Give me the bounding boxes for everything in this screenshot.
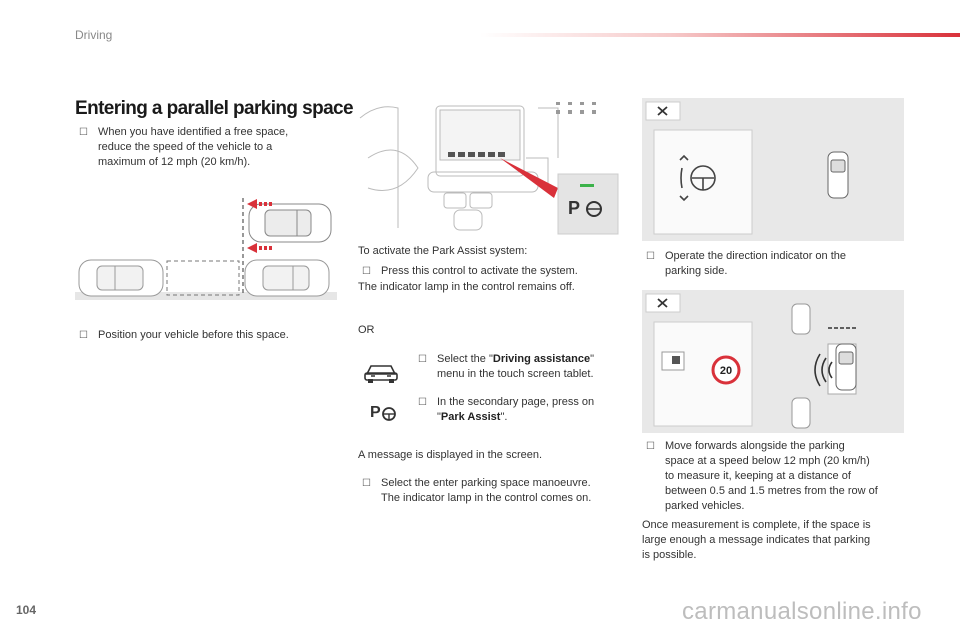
parked-car-icon <box>245 260 329 296</box>
intro-text <box>98 125 328 170</box>
indicator-line1: Operate the direction indicator on the <box>665 250 847 262</box>
intro-line: maximum of 12 mph (20 km/h). <box>98 156 251 168</box>
square-bullet-icon: ☐ <box>79 127 88 138</box>
dashboard-svg <box>358 98 620 236</box>
move-line: Move forwards alongside the parking <box>665 440 845 452</box>
select-suffix: " <box>590 353 595 365</box>
intro-line: When you have identified a free space, <box>98 126 289 138</box>
square-bullet-icon: ☐ <box>646 441 655 452</box>
message-note: A message is displayed in the screen. <box>358 449 543 461</box>
select-line2: menu in the touch screen tablet. <box>437 368 594 380</box>
move-line: space at a speed below 12 mph (20 km/h) <box>665 455 870 467</box>
select-prefix: Select the " <box>437 353 493 365</box>
enter-text <box>381 476 626 506</box>
speed-sign-text: 20 <box>719 365 733 377</box>
speed-limit-sign-icon <box>713 357 739 383</box>
square-bullet-icon: ☐ <box>362 266 371 277</box>
svg-text:P: P <box>568 198 581 218</box>
secondary-suffix: ". <box>500 411 508 423</box>
header-rule <box>480 33 960 37</box>
section-header: Driving <box>75 28 113 42</box>
page-number: 104 <box>16 603 37 617</box>
parallel-parking-diagram <box>75 190 337 300</box>
complete-line: large enough a message indicates that parking <box>642 534 871 546</box>
move-line: to measure it, keeping at a distance of <box>665 470 851 482</box>
screen-figure-measure <box>642 290 904 433</box>
car-top-icon <box>828 152 848 198</box>
indicator-line2: parking side. <box>665 265 728 277</box>
free-space-outline <box>167 261 239 295</box>
move-text <box>665 439 915 514</box>
indicator-text <box>665 249 905 279</box>
square-bullet-icon: ☐ <box>79 330 88 341</box>
activate-intro: To activate the Park Assist system: <box>358 245 528 257</box>
park-assist-label: Park Assist <box>440 411 501 423</box>
watermark: carmanualsonline.info <box>682 598 922 625</box>
indicator-note: The indicator lamp in the control remains off. <box>358 281 575 293</box>
move-line: between 0.5 and 1.5 metres from the row of <box>665 485 878 497</box>
driving-assistance-label: Driving assistance <box>492 353 591 365</box>
press-text: Press this control to activate the system. <box>381 265 578 277</box>
secondary-text <box>437 395 622 425</box>
move-line: parked vehicles. <box>665 500 745 512</box>
moving-car-icon <box>249 204 331 242</box>
square-bullet-icon: ☐ <box>362 478 371 489</box>
page-title: Entering a parallel parking space <box>75 98 353 119</box>
square-bullet-icon: ☐ <box>646 251 655 262</box>
secondary-line1: In the secondary page, press on <box>437 396 595 408</box>
intro-line: reduce the speed of the vehicle to a <box>98 141 273 153</box>
enter-line2: The indicator lamp in the control comes on. <box>381 492 592 504</box>
complete-text <box>642 518 912 563</box>
dashboard-figure <box>358 98 620 236</box>
complete-line: Once measurement is complete, if the space is <box>642 519 871 531</box>
parking-diagram-svg <box>75 190 337 300</box>
svg-text:P: P <box>370 404 381 421</box>
or-label: OR <box>358 324 375 336</box>
park-assist-icon <box>368 400 400 424</box>
car-top-icon <box>836 344 856 390</box>
select-text <box>437 352 622 382</box>
position-text: Position your vehicle before this space. <box>98 329 289 341</box>
display-icon <box>662 352 684 370</box>
parked-car-icon <box>79 260 163 296</box>
square-bullet-icon: ☐ <box>418 397 427 408</box>
enter-line1: Select the enter parking space manoeuvre. <box>381 477 591 489</box>
screen-figure-steering <box>642 98 904 241</box>
secondary-prefix: " <box>437 411 441 423</box>
car-icon <box>363 360 399 384</box>
complete-line: is possible. <box>642 549 697 561</box>
square-bullet-icon: ☐ <box>418 354 427 365</box>
